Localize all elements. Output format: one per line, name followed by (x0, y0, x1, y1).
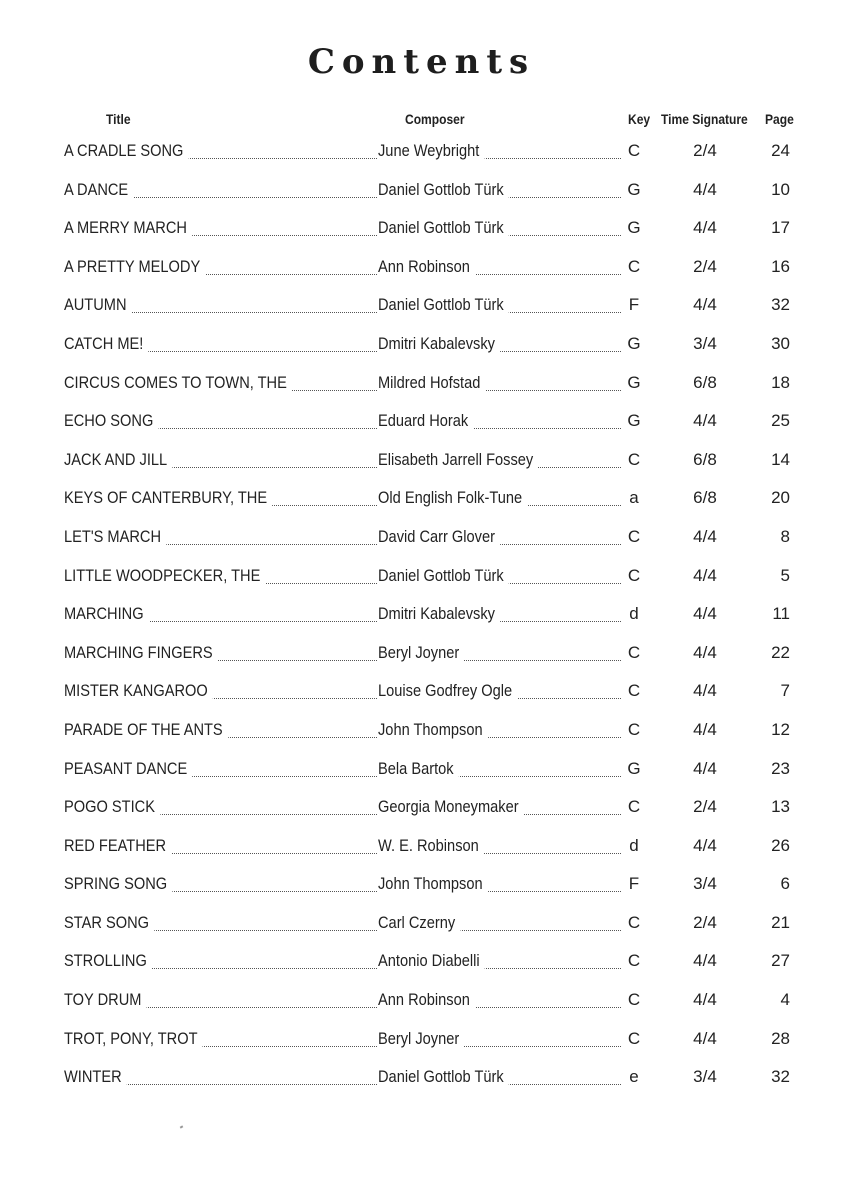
composer-name: Beryl Joyner (378, 1028, 464, 1050)
key: C (627, 719, 641, 739)
composer-name: W. E. Robinson (378, 835, 484, 857)
time-signature: 2/4 (693, 912, 717, 932)
key: C (627, 681, 641, 701)
key: G (627, 372, 641, 392)
page-number: 30 (771, 333, 790, 353)
key: F (628, 874, 640, 894)
composer-name: Carl Czerny (378, 912, 460, 934)
time-signature: 6/8 (693, 449, 717, 469)
time-signature: 4/4 (693, 218, 717, 238)
page-number: 6 (780, 874, 790, 894)
song-title: POGO STICK (64, 796, 160, 818)
page-number: 32 (771, 1067, 790, 1087)
song-title-cell (64, 256, 377, 278)
song-title: AUTUMN (64, 294, 132, 316)
composer-cell (378, 487, 621, 509)
time-signature: 4/4 (693, 642, 717, 662)
song-title-cell (64, 873, 377, 895)
composer-name: Old English Folk-Tune (378, 487, 527, 509)
composer-cell (378, 642, 621, 664)
time-signature: 4/4 (693, 835, 717, 855)
song-title: LET'S MARCH (64, 526, 166, 548)
composer-cell (378, 294, 621, 316)
paper-speck (180, 1125, 184, 1128)
composer-cell (378, 873, 621, 895)
song-title-cell (64, 487, 377, 509)
song-title: MARCHING (64, 603, 149, 625)
time-signature: 3/4 (693, 874, 717, 894)
contents-row (0, 1020, 843, 1059)
composer-cell (378, 796, 621, 818)
composer-cell (378, 372, 621, 394)
contents-row (0, 672, 843, 711)
song-title: ECHO SONG (64, 410, 159, 432)
page-number: 20 (771, 488, 790, 508)
song-title-cell (64, 758, 377, 780)
song-title-cell (64, 719, 377, 741)
composer-name: Daniel Gottlob Türk (378, 294, 509, 316)
song-title: MISTER KANGAROO (64, 680, 213, 702)
composer-name: Eduard Horak (378, 410, 473, 432)
time-signature: 2/4 (693, 141, 717, 160)
page-number: 23 (771, 758, 790, 778)
time-signature: 4/4 (693, 565, 717, 585)
page-number: 4 (780, 990, 790, 1010)
time-signature: 3/4 (693, 333, 717, 353)
composer-name: Bela Bartok (378, 758, 459, 780)
song-title: STAR SONG (64, 912, 154, 934)
composer-cell (378, 719, 621, 741)
page-number: 16 (771, 256, 790, 276)
key: C (627, 1028, 641, 1048)
song-title-cell (64, 835, 377, 857)
song-title-cell (64, 140, 377, 162)
song-title: TOY DRUM (64, 989, 147, 1011)
page-number: 10 (771, 179, 790, 199)
key: C (627, 797, 641, 817)
page-number: 26 (771, 835, 790, 855)
composer-cell (378, 1066, 621, 1088)
key: C (627, 990, 641, 1010)
key: G (627, 218, 641, 238)
page-number: 18 (771, 372, 790, 392)
key: C (627, 526, 641, 546)
time-signature: 4/4 (693, 681, 717, 701)
song-title: MARCHING FINGERS (64, 642, 218, 664)
composer-name: Daniel Gottlob Türk (378, 179, 509, 201)
key: e (629, 1067, 639, 1087)
song-title-cell (64, 1028, 377, 1050)
contents-row (0, 132, 843, 171)
column-header-time-signature: Time Signature (661, 111, 748, 127)
song-title: A MERRY MARCH (64, 217, 192, 239)
time-signature: 4/4 (693, 758, 717, 778)
page-number: 12 (771, 719, 790, 739)
composer-name: Dmitri Kabalevsky (378, 333, 500, 355)
composer-cell (378, 950, 621, 972)
song-title: A DANCE (64, 179, 133, 201)
song-title: KEYS OF CANTERBURY, THE (64, 487, 272, 509)
song-title: A PRETTY MELODY (64, 256, 205, 278)
song-title-cell (64, 565, 377, 587)
contents-row (0, 248, 843, 287)
contents-row (0, 286, 843, 325)
key: G (627, 758, 641, 778)
page-number: 32 (771, 295, 790, 315)
composer-cell (378, 179, 621, 201)
key: C (627, 565, 641, 585)
key: C (627, 642, 641, 662)
contents-row (0, 171, 843, 210)
song-title-cell (64, 680, 377, 702)
column-header-page: Page (765, 111, 794, 127)
column-header-title: Title (106, 111, 131, 127)
contents-row (0, 865, 843, 904)
time-signature: 4/4 (693, 295, 717, 315)
contents-row (0, 479, 843, 518)
page-number: 5 (780, 565, 790, 585)
time-signature: 4/4 (693, 951, 717, 971)
composer-name: Antonio Diabelli (378, 950, 485, 972)
page-number: 27 (771, 951, 790, 971)
song-title: TROT, PONY, TROT (64, 1028, 203, 1050)
composer-name: Georgia Moneymaker (378, 796, 524, 818)
composer-name: Daniel Gottlob Türk (378, 217, 509, 239)
page-number: 17 (771, 218, 790, 238)
composer-name: Elisabeth Jarrell Fossey (378, 449, 538, 471)
page-number: 13 (771, 797, 790, 817)
contents-row (0, 402, 843, 441)
contents-row (0, 788, 843, 827)
song-title: SPRING SONG (64, 873, 172, 895)
contents-row (0, 441, 843, 480)
page-number: 14 (771, 449, 790, 469)
song-title: A CRADLE SONG (64, 140, 189, 162)
contents-row (0, 711, 843, 750)
song-title: LITTLE WOODPECKER, THE (64, 565, 265, 587)
column-header-composer: Composer (405, 111, 465, 127)
page-number: 24 (771, 141, 790, 160)
page-number: 7 (780, 681, 790, 701)
time-signature: 4/4 (693, 179, 717, 199)
key: G (627, 411, 641, 431)
key: C (627, 912, 641, 932)
time-signature: 4/4 (693, 719, 717, 739)
song-title: CATCH ME! (64, 333, 148, 355)
time-signature: 4/4 (693, 526, 717, 546)
time-signature: 2/4 (693, 797, 717, 817)
composer-name: Daniel Gottlob Türk (378, 1066, 509, 1088)
composer-cell (378, 140, 621, 162)
composer-cell (378, 758, 621, 780)
composer-cell (378, 912, 621, 934)
contents-row (0, 557, 843, 596)
contents-row (0, 1058, 843, 1097)
song-title-cell (64, 410, 377, 432)
contents-list (0, 132, 843, 1097)
contents-row (0, 904, 843, 943)
song-title: STROLLING (64, 950, 152, 972)
contents-row (0, 634, 843, 673)
composer-name: John Thompson (378, 719, 488, 741)
time-signature: 4/4 (693, 411, 717, 431)
contents-row (0, 750, 843, 789)
key: G (627, 333, 641, 353)
page-title: Contents (307, 42, 536, 82)
song-title-cell (64, 989, 377, 1011)
composer-cell (378, 989, 621, 1011)
contents-row (0, 827, 843, 866)
song-title-cell (64, 1066, 377, 1088)
song-title: PEASANT DANCE (64, 758, 192, 780)
song-title-cell (64, 294, 377, 316)
key: G (627, 179, 641, 199)
composer-name: Ann Robinson (378, 989, 475, 1011)
contents-row (0, 981, 843, 1020)
composer-cell (378, 256, 621, 278)
composer-cell (378, 565, 621, 587)
composer-cell (378, 410, 621, 432)
column-header-key: Key (628, 111, 651, 127)
contents-row (0, 325, 843, 364)
contents-row (0, 518, 843, 557)
page-number: 28 (771, 1028, 790, 1048)
page-number: 22 (771, 642, 790, 662)
key: d (629, 604, 639, 624)
song-title: PARADE OF THE ANTS (64, 719, 228, 741)
song-title-cell (64, 912, 377, 934)
key: d (629, 835, 639, 855)
key: C (627, 951, 641, 971)
composer-name: David Carr Glover (378, 526, 500, 548)
time-signature: 4/4 (693, 990, 717, 1010)
time-signature: 6/8 (693, 372, 717, 392)
song-title-cell (64, 526, 377, 548)
song-title-cell (64, 179, 377, 201)
composer-cell (378, 526, 621, 548)
song-title: CIRCUS COMES TO TOWN, THE (64, 372, 292, 394)
composer-cell (378, 835, 621, 857)
key: C (627, 256, 641, 276)
key: F (628, 295, 640, 315)
song-title-cell (64, 603, 377, 625)
page-number: 21 (771, 912, 790, 932)
composer-name: Louise Godfrey Ogle (378, 680, 517, 702)
composer-cell (378, 1028, 621, 1050)
contents-row (0, 942, 843, 981)
contents-row (0, 595, 843, 634)
composer-cell (378, 217, 621, 239)
composer-name: Beryl Joyner (378, 642, 464, 664)
song-title-cell (64, 642, 377, 664)
song-title-cell (64, 950, 377, 972)
composer-name: Dmitri Kabalevsky (378, 603, 500, 625)
contents-row (0, 364, 843, 403)
composer-name: Mildred Hofstad (378, 372, 486, 394)
song-title: RED FEATHER (64, 835, 171, 857)
song-title-cell (64, 372, 377, 394)
key: a (629, 488, 639, 508)
composer-name: John Thompson (378, 873, 488, 895)
composer-cell (378, 449, 621, 471)
page-number: 25 (771, 411, 790, 431)
song-title-cell (64, 796, 377, 818)
key: C (627, 449, 641, 469)
composer-name: June Weybright (378, 140, 484, 162)
page-number: 8 (780, 526, 790, 546)
time-signature: 3/4 (693, 1067, 717, 1087)
time-signature: 6/8 (693, 488, 717, 508)
composer-cell (378, 680, 621, 702)
time-signature: 4/4 (693, 1028, 717, 1048)
song-title: JACK AND JILL (64, 449, 172, 471)
song-title-cell (64, 449, 377, 471)
song-title-cell (64, 217, 377, 239)
composer-name: Ann Robinson (378, 256, 475, 278)
composer-name: Daniel Gottlob Türk (378, 565, 509, 587)
composer-cell (378, 333, 621, 355)
song-title: WINTER (64, 1066, 127, 1088)
time-signature: 2/4 (693, 256, 717, 276)
song-title-cell (64, 333, 377, 355)
time-signature: 4/4 (693, 604, 717, 624)
key: C (627, 141, 641, 160)
page-number: 11 (772, 604, 790, 624)
contents-row (0, 209, 843, 248)
composer-cell (378, 603, 621, 625)
